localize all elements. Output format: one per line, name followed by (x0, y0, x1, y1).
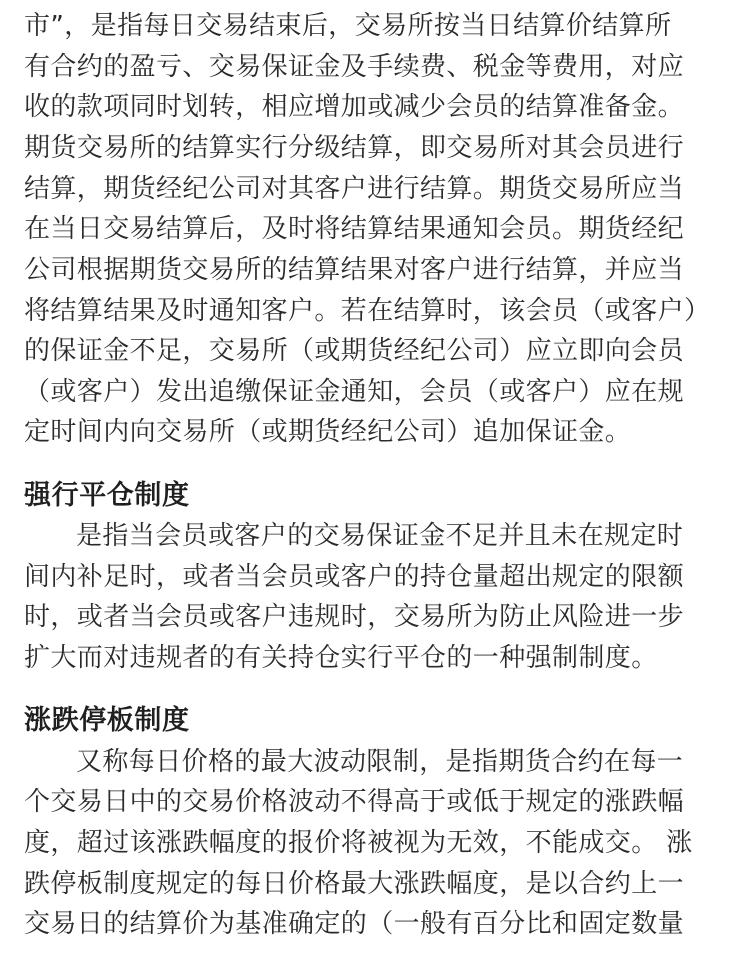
text-line: 在当日交易结算后，及时将结算结果通知会员。期货经纪 (24, 214, 685, 245)
text-line: 扩大而对违规者的有关持仓实行平仓的一种强制制度。 (24, 643, 658, 674)
section-heading-forced-liquidation: 强行平仓制度 (24, 479, 190, 511)
text-line: 期货交易所的结算实行分级结算，即交易所对其会员进行 (24, 132, 685, 163)
text-line: 个交易日中的交易价格波动不得高于或低于规定的涨跌幅 (24, 787, 685, 818)
text-line: 又称每日价格的最大波动限制，是指期货合约在每一 (76, 746, 684, 777)
text-line: 将结算结果及时通知客户。若在结算时，该会员（或客户） (24, 295, 711, 326)
text-line: 公司根据期货交易所的结算结果对客户进行结算，并应当 (24, 254, 685, 285)
text-line: 收的款项同时划转，相应增加或减少会员的结算准备金。 (24, 92, 685, 123)
text-line: 间内补足时，或者当会员或客户的持仓量超出规定的限额 (24, 561, 685, 592)
text-line: 的保证金不足，交易所（或期货经纪公司）应立即向会员 (24, 336, 685, 367)
section-heading-price-limit: 涨跌停板制度 (24, 705, 190, 737)
text-line: 结算，期货经纪公司对其客户进行结算。期货交易所应当 (24, 173, 685, 204)
text-line: 时，或者当会员或客户违规时，交易所为防止风险进一步 (24, 602, 685, 633)
text-line: 有合约的盈亏、交易保证金及手续费、税金等费用，对应 (24, 51, 685, 82)
text-line: 是指当会员或客户的交易保证金不足并且未在规定时 (76, 521, 684, 552)
text-line: 跌停板制度规定的每日价格最大涨跌幅度，是以合约上一 (24, 868, 685, 899)
text-line: 市”，是指每日交易结束后，交易所按当日结算价结算所 (24, 11, 672, 41)
text-line: 定时间内向交易所（或期货经纪公司）追加保证金。 (24, 417, 632, 448)
text-line: 交易日的结算价为基准确定的（一般有百分比和固定数量 (24, 909, 685, 940)
text-line: （或客户）发出追缴保证金通知，会员（或客户）应在规 (24, 376, 685, 407)
text-line: 度，超过该涨跌幅度的报价将被视为无效，不能成交。 涨 (24, 828, 693, 859)
